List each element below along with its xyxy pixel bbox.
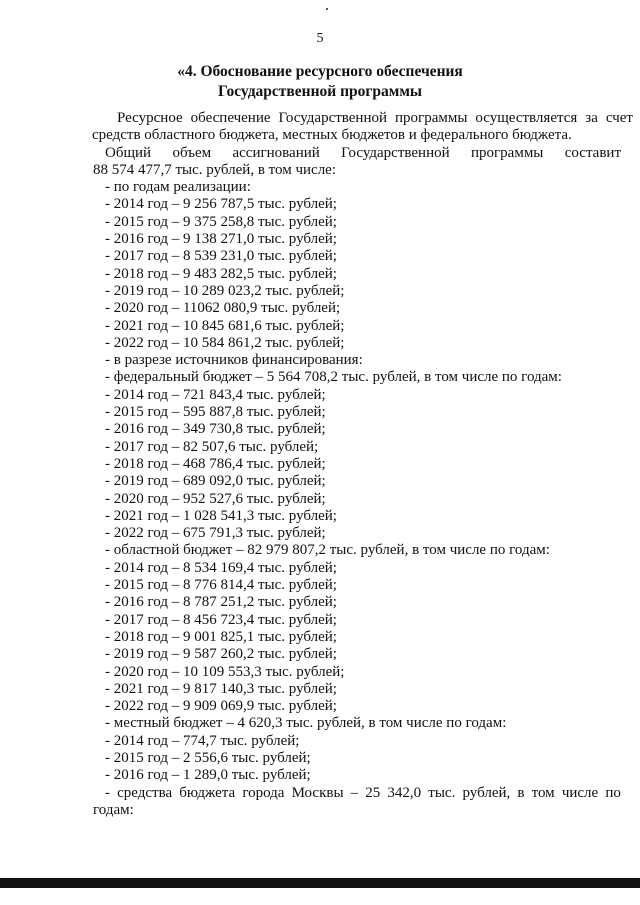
list-item: - 2014 год – 721 843,4 тыс. рублей; <box>105 386 326 403</box>
section-title-line-2: Государственной программы <box>218 83 422 100</box>
document-body <box>92 110 633 819</box>
total-word: Государственной <box>341 144 450 161</box>
total-word: объем <box>172 144 212 161</box>
moscow-word: Москвы <box>291 784 344 801</box>
moscow-line-1 <box>105 785 621 802</box>
moscow-paragraph <box>105 785 621 802</box>
intro-word: обеспечение <box>190 110 271 126</box>
moscow-line-2-wrap <box>93 802 621 819</box>
list-item: - 2016 год – 9 138 271,0 тыс. рублей; <box>105 231 337 248</box>
intro-line-2: средств областного бюджета, местных бюджетов и федерального бюджета. <box>92 127 572 144</box>
intro-word: Ресурсное <box>117 110 183 126</box>
list-item: - 2016 год – 349 730,8 тыс. рублей; <box>105 421 326 438</box>
list-item: - 2018 год – 9 483 282,5 тыс. рублей; <box>105 265 337 282</box>
list-item: - 2021 год – 1 028 541,3 тыс. рублей; <box>105 507 337 524</box>
intro-word: счет <box>605 110 633 126</box>
total-line-1 <box>105 145 621 162</box>
scan-bottom-border <box>0 878 640 888</box>
list-item: - 2019 год – 10 289 023,2 тыс. рублей; <box>105 282 345 299</box>
list-item: - федеральный бюджет – 5 564 708,2 тыс. рублей, в том числе по годам: <box>105 369 562 386</box>
total-word: программы <box>470 144 544 161</box>
list-item: - 2021 год – 9 817 140,3 тыс. рублей; <box>105 680 337 697</box>
total-line-2: 88 574 477,7 тыс. рублей, в том числе: <box>93 161 337 178</box>
total-line-2-wrap <box>93 162 621 179</box>
intro-word: осуществляется <box>475 110 578 126</box>
funding-list <box>105 179 621 784</box>
moscow-word: – <box>350 784 359 801</box>
list-item: - 2022 год – 675 791,3 тыс. рублей; <box>105 525 326 542</box>
moscow-word: числе <box>561 784 599 801</box>
total-word: составит <box>564 144 621 161</box>
list-item: - 2016 год – 8 787 251,2 тыс. рублей; <box>105 594 337 611</box>
moscow-word: в <box>517 784 525 801</box>
list-item: - 2019 год – 689 092,0 тыс. рублей; <box>105 473 326 490</box>
list-item: - 2022 год – 10 584 861,2 тыс. рублей; <box>105 334 345 351</box>
moscow-word: средства <box>117 784 173 801</box>
list-item: - 2022 год – 9 909 069,9 тыс. рублей; <box>105 698 337 715</box>
scan-dot <box>326 8 328 10</box>
page-number: 5 <box>316 31 324 46</box>
list-item: - 2016 год – 1 289,0 тыс. рублей; <box>105 767 311 784</box>
list-item: - 2020 год – 10 109 553,3 тыс. рублей; <box>105 663 345 680</box>
intro-word: Государственной <box>278 110 388 126</box>
list-item: - областной бюджет – 82 979 807,2 тыс. рублей, в том числе по годам: <box>105 542 550 559</box>
total-word: ассигнований <box>232 144 320 161</box>
moscow-word: по <box>605 784 621 801</box>
total-word: Общий <box>105 144 152 161</box>
list-item: - 2018 год – 468 786,4 тыс. рублей; <box>105 455 326 472</box>
list-item: - 2015 год – 2 556,6 тыс. рублей; <box>105 749 311 766</box>
list-item: - 2021 год – 10 845 681,6 тыс. рублей; <box>105 317 345 334</box>
moscow-word: бюджета <box>179 784 236 801</box>
moscow-word: 342,0 <box>387 784 422 801</box>
list-item: - местный бюджет – 4 620,3 тыс. рублей, в том числе по годам: <box>105 715 507 732</box>
section-title-line-1: «4. Обоснование ресурсного обеспечения <box>177 63 463 80</box>
list-item: - 2017 год – 8 456 723,4 тыс. рублей; <box>105 611 337 628</box>
list-item: - 2017 год – 82 507,6 тыс. рублей; <box>105 438 319 455</box>
intro-line-2-wrap <box>93 127 621 144</box>
list-item: - 2014 год – 9 256 787,5 тыс. рублей; <box>105 196 337 213</box>
total-paragraph <box>105 145 621 162</box>
moscow-word: города <box>242 784 285 801</box>
list-item: - 2014 год – 8 534 169,4 тыс. рублей; <box>105 559 337 576</box>
list-item: - в разрезе источников финансирования: <box>105 352 363 369</box>
list-item: - 2015 год – 595 887,8 тыс. рублей; <box>105 404 326 421</box>
intro-word: программы <box>395 110 468 126</box>
list-item: - 2020 год – 11062 080,9 тыс. рублей; <box>105 300 341 317</box>
list-item: - 2014 год – 774,7 тыс. рублей; <box>105 732 300 749</box>
intro-line-1 <box>117 110 633 127</box>
moscow-word: - <box>105 784 110 801</box>
list-item: - 2020 год – 952 527,6 тыс. рублей; <box>105 490 326 507</box>
section-title <box>0 62 640 102</box>
intro-word: за <box>585 110 598 126</box>
moscow-word: том <box>531 784 555 801</box>
moscow-word: 25 <box>365 784 381 801</box>
moscow-line-2: годам: <box>93 801 134 818</box>
list-item: - по годам реализации: <box>105 179 251 196</box>
list-item: - 2015 год – 8 776 814,4 тыс. рублей; <box>105 577 337 594</box>
moscow-word: тыс. <box>428 784 456 801</box>
intro-paragraph <box>117 110 633 127</box>
list-item: - 2018 год – 9 001 825,1 тыс. рублей; <box>105 628 337 645</box>
list-item: - 2019 год – 9 587 260,2 тыс. рублей; <box>105 646 337 663</box>
moscow-word: рублей, <box>462 784 511 801</box>
list-item: - 2015 год – 9 375 258,8 тыс. рублей; <box>105 213 337 230</box>
list-item: - 2017 год – 8 539 231,0 тыс. рублей; <box>105 248 337 265</box>
